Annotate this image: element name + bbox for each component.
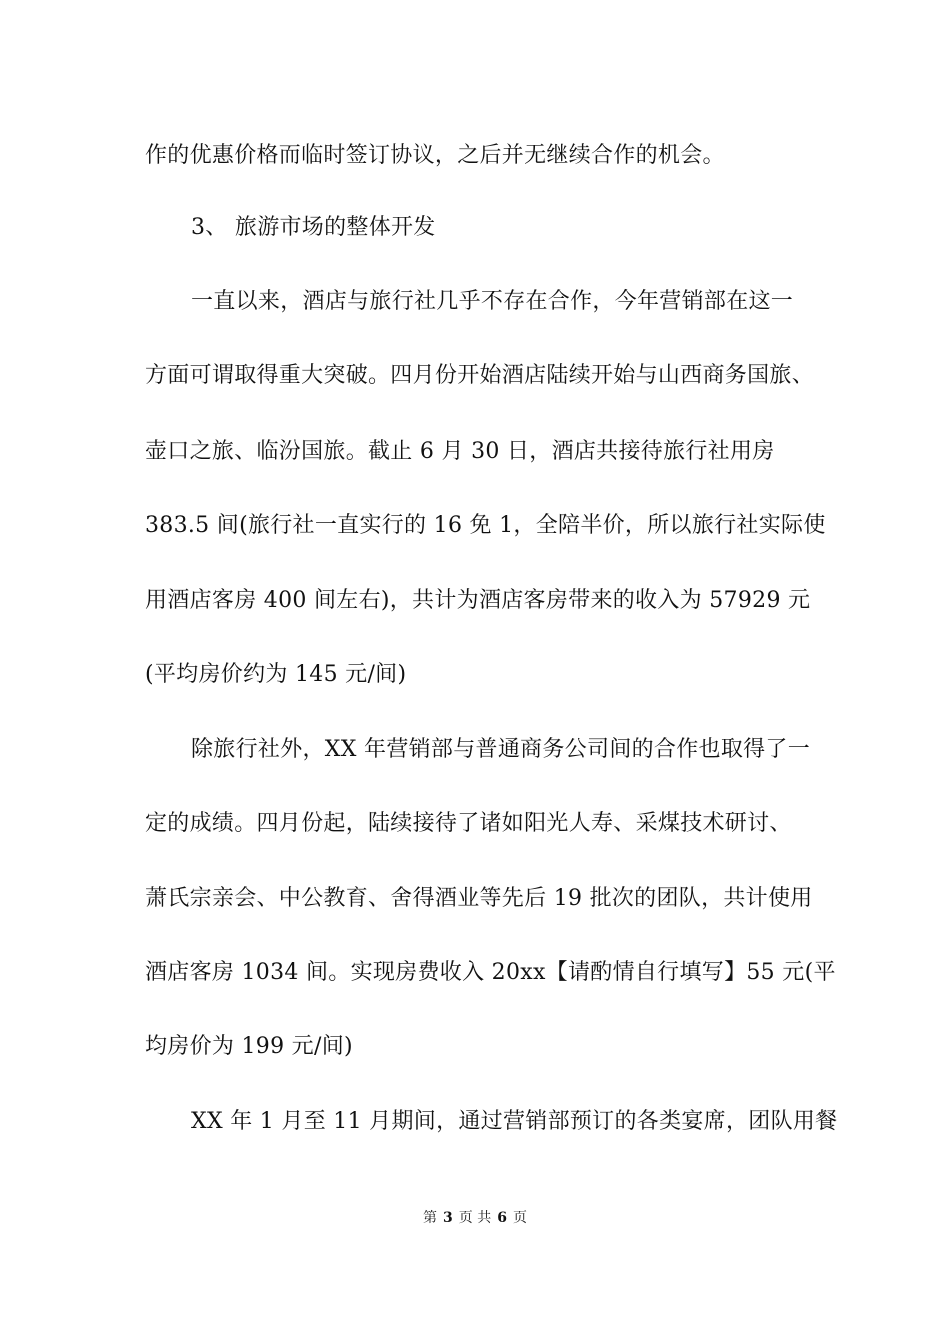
paragraph-line: 一直以来，酒店与旅行社几乎不存在合作，今年营销部在这一 xyxy=(191,289,794,314)
paragraph-line: 383.5 间(旅行社一直实行的 16 免 1，全陪半价，所以旅行社实际使 xyxy=(145,513,826,538)
page-footer xyxy=(0,1208,950,1228)
paragraph-line: 定的成绩。四月份起，陆续接待了诸如阳光人寿、采煤技术研讨、 xyxy=(145,811,792,836)
footer-middle: 页 共 xyxy=(458,1210,492,1226)
footer-prefix: 第 xyxy=(423,1210,438,1226)
total-page-number: 6 xyxy=(497,1210,507,1226)
paragraph-line: 用酒店客房 400 间左右)，共计为酒店客房带来的收入为 57929 元 xyxy=(145,588,811,613)
paragraph-line: 均房价为 199 元/间) xyxy=(145,1034,353,1059)
paragraph-line: 酒店客房 1034 间。实现房费收入 20xx【请酌情自行填写】55 元(平 xyxy=(145,960,836,985)
footer-suffix: 页 xyxy=(512,1210,527,1226)
paragraph-line: 方面可谓取得重大突破。四月份开始酒店陆续开始与山西商务国旅、 xyxy=(145,363,815,388)
paragraph-line: (平均房价约为 145 元/间) xyxy=(145,662,407,687)
paragraph-line: 作的优惠价格而临时签订协议，之后并无继续合作的机会。 xyxy=(145,143,725,168)
current-page-number: 3 xyxy=(443,1210,453,1226)
paragraph-line: 萧氏宗亲会、中公教育、舍得酒业等先后 19 批次的团队，共计使用 xyxy=(145,886,813,911)
paragraph-line: XX 年 1 月至 11 月期间，通过营销部预订的各类宴席，团队用餐 xyxy=(191,1109,838,1134)
section-heading: 3、 旅游市场的整体开发 xyxy=(191,215,436,240)
paragraph-line: 壶口之旅、临汾国旅。截止 6 月 30 日，酒店共接待旅行社用房 xyxy=(145,439,775,464)
paragraph-line: 除旅行社外，XX 年营销部与普通商务公司间的合作也取得了一 xyxy=(191,737,811,762)
